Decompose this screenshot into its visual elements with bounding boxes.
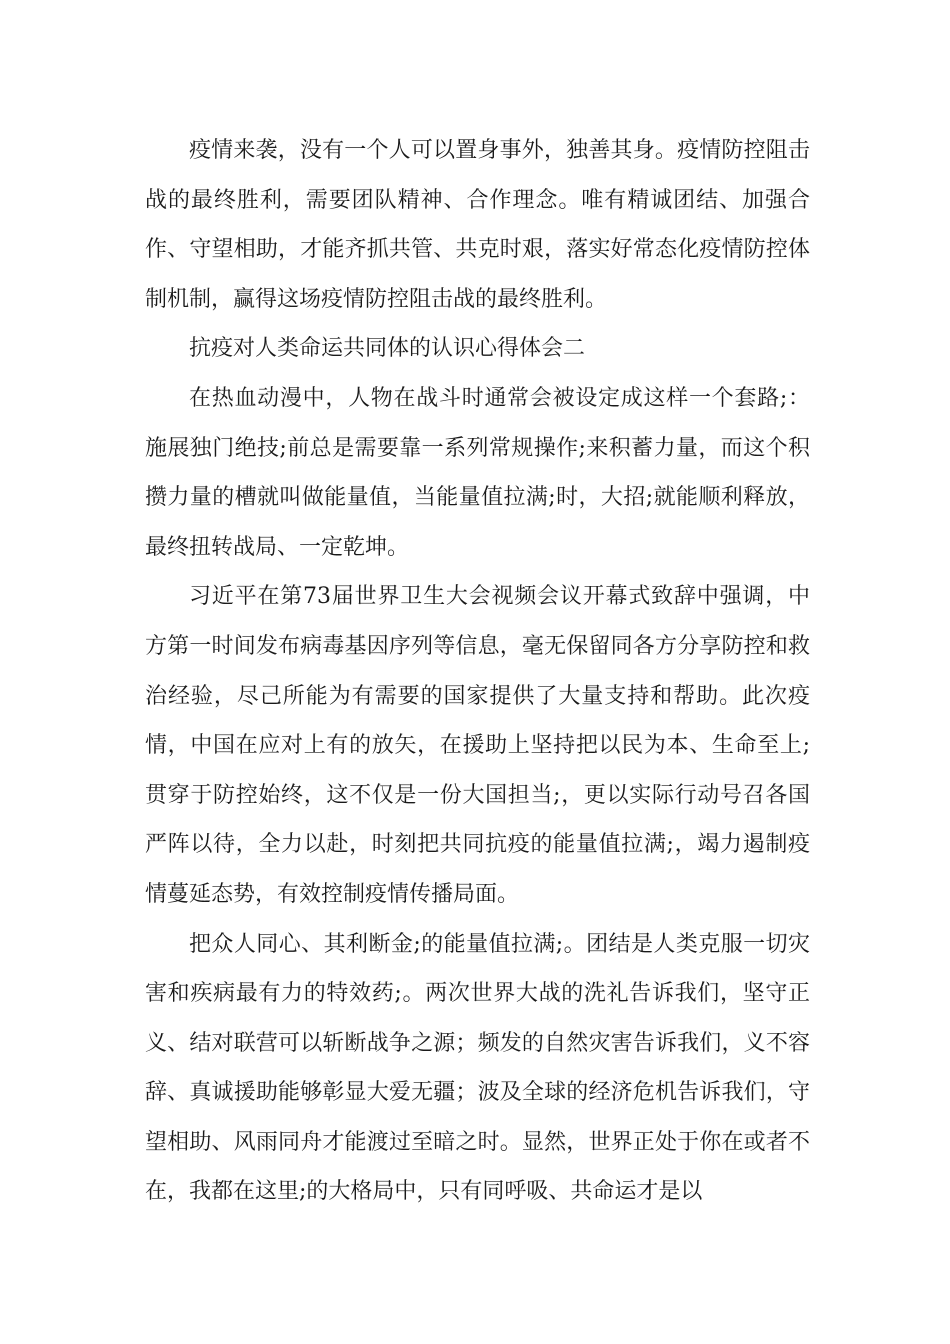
paragraph-4: 把众人同心、其利断金;的能量值拉满;。团结是人类克服一切灾害和疾病最有力的特效药;。两次世界大战的洗礼告诉我们，坚守正义、结对联营可以斩断战争之源；频发的自然灾害告诉我们，义不容辞、真诚援助能够彰显大爱无疆；波及全球的经济危机告诉我们，守望相助、风雨同舟才能渡过至暗之时。显然，世界正处于你在或者不在，我都在这里;的大格局中，只有同呼吸、共命运才是以 — [145, 931, 810, 1205]
section-heading: 抗疫对人类命运共同体的认识心得体会二 — [189, 336, 586, 362]
paragraph-2: 在热血动漫中，人物在战斗时通常会被设定成这样一个套路;：施展独门绝技;前总是需要靠一系列常规操作;来积蓄力量，而这个积攒力量的槽就叫做能量值，当能量值拉满;时，大招;就能顺利释放，最终扭转战局、一定乾坤。 — [145, 385, 810, 560]
paragraph-1: 疫情来袭，没有一个人可以置身事外，独善其身。疫情防控阻击战的最终胜利，需要团队精神、合作理念。唯有精诚团结、加强合作、守望相助，才能齐抓共管、共克时艰，落实好常态化疫情防控体制机制，赢得这场疫情防控阻击战的最终胜利。 — [145, 138, 810, 312]
paragraph-3: 习近平在第73届世界卫生大会视频会议开幕式致辞中强调，中方第一时间发布病毒基因序列等信息，毫无保留同各方分享防控和救治经验，尽己所能为有需要的国家提供了大量支持和帮助。此次疫情，中国在应对上有的放矢，在援助上坚持把以民为本、生命至上;贯穿于防控始终，这不仅是一份大国担当;，更以实际行动号召各国严阵以待，全力以赴，时刻把共同抗疫的能量值拉满;，竭力遏制疫情蔓延态势，有效控制疫情传播局面。 — [145, 584, 810, 907]
document-body — [145, 126, 810, 1217]
